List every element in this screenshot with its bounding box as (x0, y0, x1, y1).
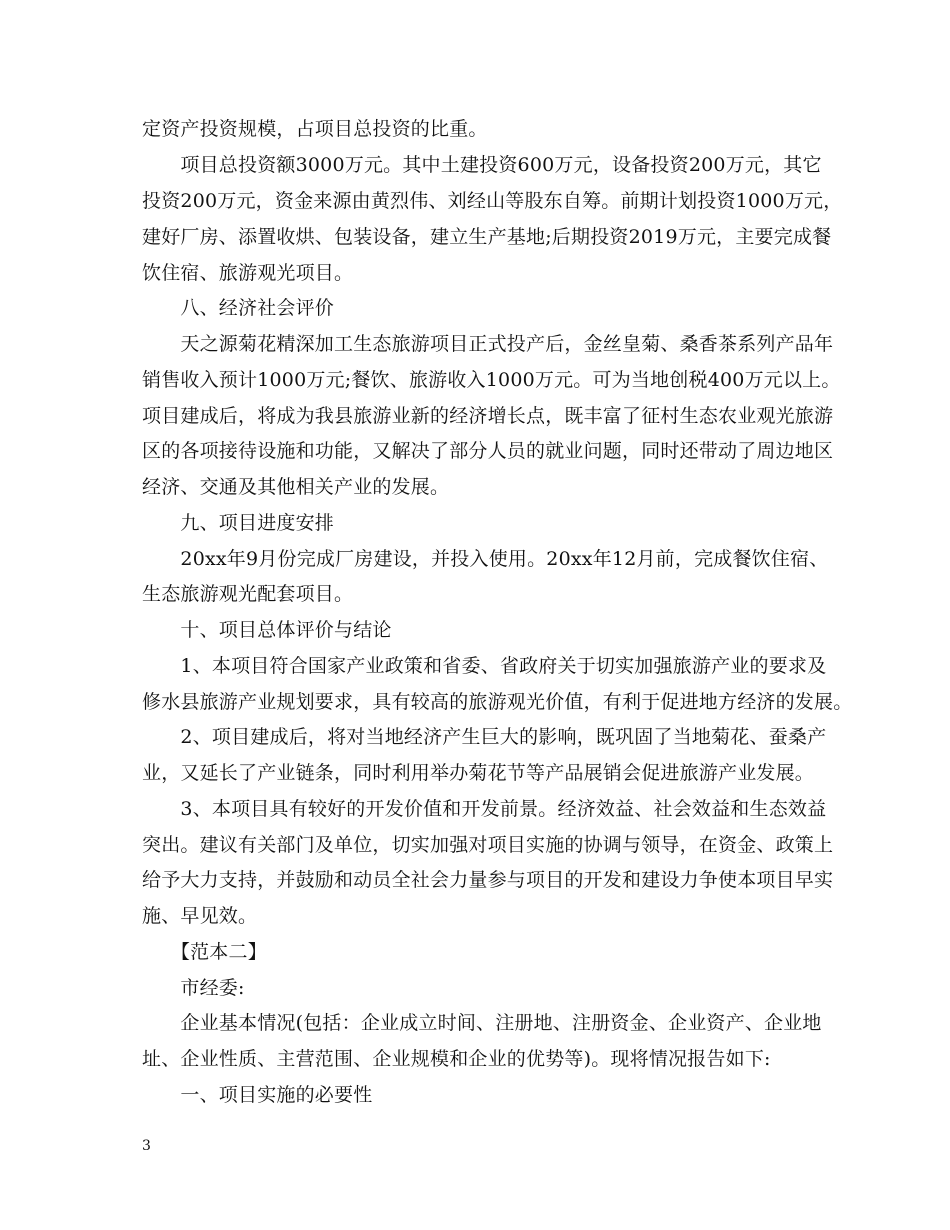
text-line: 给予大力支持，并鼓励和动员全社会力量参与项目的开发和建设力争使本项目早实 (142, 869, 834, 891)
text-line: 1、本项目符合国家产业政策和省委、省政府关于切实加强旅游产业的要求及 (142, 655, 827, 677)
text-line: 经济、交通及其他相关产业的发展。 (142, 476, 450, 498)
page-number: 3 (142, 1138, 151, 1154)
text-line: 突出。建议有关部门及单位，切实加强对项目实施的协调与领导，在资金、政策上 (142, 834, 834, 856)
section-heading: 【范本二】 (142, 941, 267, 963)
text-line: 2、项目建成后，将对当地经济产生巨大的影响，既巩固了当地菊花、蚕桑产 (142, 726, 827, 748)
text-line: 施、早见效。 (142, 905, 258, 927)
text-line: 投资200万元，资金来源由黄烈伟、刘经山等股东自筹。前期计划投资1000万元， (142, 190, 843, 212)
text-line: 天之源菊花精深加工生态旅游项目正式投产后，金丝皇菊、桑香茶系列产品年 (142, 333, 834, 355)
section-heading: 八、经济社会评价 (142, 297, 335, 319)
text-line: 20xx年9月份完成厂房建设，并投入使用。20xx年12月前，完成餐饮住宿、 (142, 548, 829, 570)
text-line: 销售收入预计1000万元;餐饮、旅游收入1000万元。可为当地创税400万元以上。 (142, 369, 841, 391)
text-line: 饮住宿、旅游观光项目。 (142, 262, 354, 284)
text-line: 市经委: (142, 977, 245, 999)
text-line: 业，又延长了产业链条，同时利用举办菊花节等产品展销会促进旅游产业发展。 (142, 762, 815, 784)
text-line: 址、企业性质、主营范围、企业规模和企业的优势等)。现将情况报告如下: (142, 1048, 771, 1070)
text-line: 区的各项接待设施和功能，又解决了部分人员的就业问题，同时还带动了周边地区 (142, 440, 834, 462)
section-heading: 九、项目进度安排 (142, 512, 335, 534)
text-line: 生态旅游观光配套项目。 (142, 583, 354, 605)
section-heading: 一、项目实施的必要性 (142, 1084, 373, 1106)
text-line: 项目总投资额3000万元。其中土建投资600万元，设备投资200万元，其它 (142, 154, 822, 176)
text-line: 定资产投资规模，占项目总投资的比重。 (142, 118, 488, 140)
section-heading: 十、项目总体评价与结论 (142, 619, 392, 641)
text-line: 修水县旅游产业规划要求，具有较高的旅游观光价值，有利于促进地方经济的发展。 (142, 691, 853, 713)
text-line: 3、本项目具有较好的开发价值和开发前景。经济效益、社会效益和生态效益 (142, 798, 827, 820)
text-line: 企业基本情况(包括：企业成立时间、注册地、注册资金、企业资产、企业地 (142, 1012, 822, 1034)
text-line: 项目建成后，将成为我县旅游业新的经济增长点，既丰富了征村生态农业观光旅游 (142, 405, 834, 427)
text-line: 建好厂房、添置收烘、包装设备，建立生产基地;后期投资2019万元，主要完成餐 (142, 226, 832, 248)
